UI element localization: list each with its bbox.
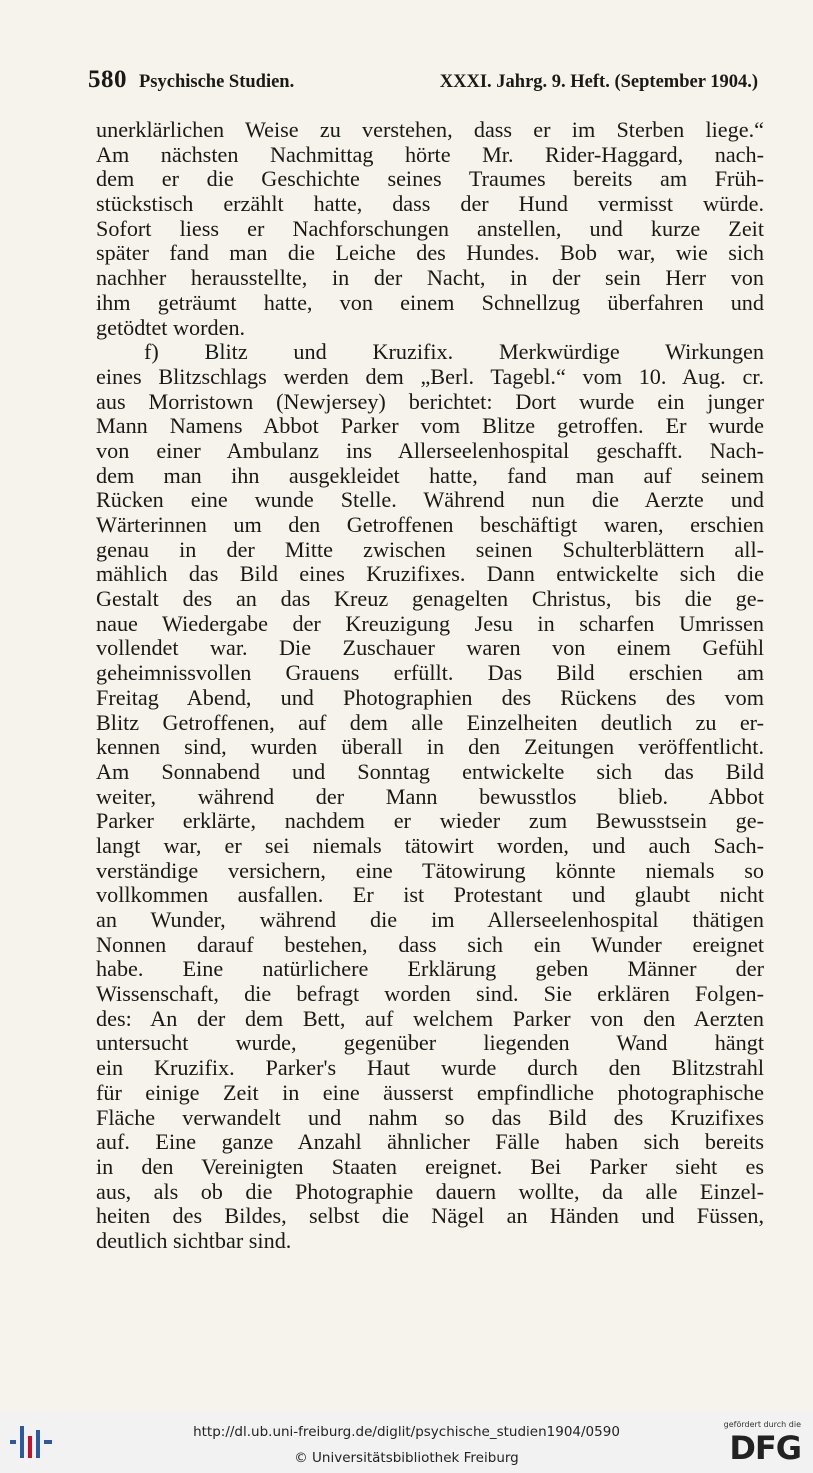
text-line: heiten des Bildes, selbst die Nägel an Händen und Füssen,: [96, 1203, 764, 1229]
text-line: habe. Eine natürlichere Erklärung geben Männer der: [96, 956, 764, 982]
dfg-logo: DFG: [729, 1429, 801, 1467]
text-line: unerklärlichen Weise zu verstehen, dass er im Sterben liege.“: [96, 117, 764, 142]
text-line: von einer Ambulanz ins Allerseelenhospital geschafft. Nach-: [96, 437, 764, 463]
text-line: deutlich sichtbar sind.: [96, 1227, 292, 1253]
text-line: Am nächsten Nachmittag hörte Mr. Rider-Haggard, nach-: [96, 141, 764, 167]
issue-info: XXXI. Jahrg. 9. Heft. (September 1904.): [439, 72, 758, 92]
text-line: Nonnen darauf bestehen, dass sich ein Wunder ereignet: [96, 931, 764, 957]
text-line: dem man ihn ausgekleidet hatte, fand man auf seinem: [96, 462, 764, 488]
text-line: nachher herausstellte, in der Nacht, in der sein Herr von: [96, 265, 764, 291]
text-line: naue Wiedergabe der Kreuzigung Jesu in scharfen Umrissen: [96, 610, 764, 636]
text-line: des: An der dem Bett, auf welchem Parker von den Aerzten: [96, 1005, 764, 1031]
text-line: genau in der Mitte zwischen seinen Schulterblättern all-: [96, 536, 764, 562]
text-line: Mann Namens Abbot Parker vom Blitze getroffen. Er wurde: [96, 413, 764, 439]
text-line: Fläche verwandelt und nahm so das Bild des Kruzifixes: [96, 1104, 764, 1130]
text-line: getödtet worden.: [96, 314, 246, 340]
text-line: vollkommen ausfallen. Er ist Protestant und glaubt nicht: [96, 882, 764, 908]
text-line: stückstisch erzählt hatte, dass der Hund vermisst würde.: [96, 191, 764, 217]
journal-title: Psychische Studien.: [139, 72, 295, 92]
text-line: verständige versichern, eine Tätowirung könnte niemals so: [96, 857, 764, 883]
text-line: auf. Eine ganze Anzahl ähnlicher Fälle haben sich bereits: [96, 1129, 764, 1155]
text-line: kennen sind, wurden überall in den Zeitungen veröffentlicht.: [96, 734, 764, 760]
text-line: Rücken eine wunde Stelle. Während nun die Aerzte und: [96, 487, 764, 513]
text-line: dem er die Geschichte seines Traumes bereits am Früh-: [96, 166, 764, 192]
text-line: für einige Zeit in eine äusserst empfindliche photographische: [96, 1079, 764, 1105]
text-line: Gestalt des an das Kreuz genagelten Christus, bis die ge-: [96, 586, 764, 612]
page-number: 580: [88, 66, 127, 93]
running-header: [88, 66, 758, 100]
section-heading-line: f) Blitz und Kruzifix. Merkwürdige Wirkungen: [144, 339, 764, 365]
text-line: Parker erklärte, nachdem er wieder zum Bewusstsein ge-: [96, 808, 764, 834]
text-line: ein Kruzifix. Parker's Haut wurde durch den Blitzstrahl: [96, 1055, 764, 1081]
text-line: Am Sonnabend und Sonntag entwickelte sich das Bild: [96, 758, 764, 784]
text-line: langt war, er sei niemals tätowirt worden, und auch Sach-: [96, 832, 764, 858]
library-footer: [0, 1410, 813, 1473]
text-line: mählich das Bild eines Kruzifixes. Dann entwickelte sich die: [96, 561, 764, 587]
text-line: weiter, während der Mann bewusstlos blieb. Abbot: [96, 783, 764, 809]
text-line: Wissenschaft, die befragt worden sind. Sie erklären Folgen-: [96, 981, 764, 1007]
copyright-notice: © Universitätsbibliothek Freiburg: [294, 1450, 519, 1466]
text-line: ihm geträumt hatte, von einem Schnellzug überfahren und: [96, 289, 764, 315]
funding-note: gefördert durch die: [723, 1420, 801, 1429]
text-line: an Wunder, während die im Allerseelenhospital thätigen: [96, 907, 764, 932]
text-line: aus, als ob die Photographie dauern wollte, da alle Einzel-: [96, 1178, 764, 1204]
text-line: Wärterinnen um den Getroffenen beschäftigt waren, erschien: [96, 512, 764, 537]
body-text: [96, 118, 764, 1254]
text-line: geheimnissvollen Grauens erfüllt. Das Bild erschien am: [96, 660, 764, 686]
text-line: in den Vereinigten Staaten ereignet. Bei Parker sieht es: [96, 1153, 764, 1179]
text-line: eines Blitzschlags werden dem „Berl. Tagebl.“ vom 10. Aug. cr.: [96, 363, 764, 389]
text-line: Sofort liess er Nachforschungen anstellen, und kurze Zeit: [96, 215, 764, 241]
text-line: später fand man die Leiche des Hundes. Bob war, wie sich: [96, 240, 764, 266]
text-line: untersucht wurde, gegenüber liegenden Wand hängt: [96, 1030, 764, 1056]
source-url-link[interactable]: http://dl.ub.uni-freiburg.de/diglit/psychische_studien1904/0590: [193, 1424, 620, 1440]
text-line: Blitz Getroffenen, auf dem alle Einzelheiten deutlich zu er-: [96, 709, 764, 735]
text-line: vollendet war. Die Zuschauer waren von einem Gefühl: [96, 635, 764, 661]
text-line: Freitag Abend, und Photographien des Rückens des vom: [96, 684, 764, 710]
text-line: aus Morristown (Newjersey) berichtet: Dort wurde ein junger: [96, 388, 764, 414]
